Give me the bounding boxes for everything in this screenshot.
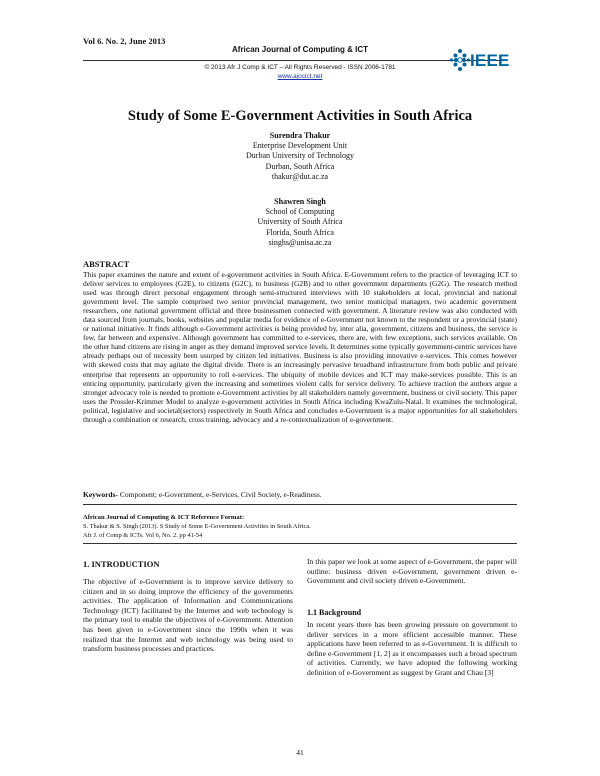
reference-citation: S. Thakur & S. Singh (2013). S Study of Some E-Government Activities in South Africa.: [83, 522, 311, 530]
reference-bottom-rule: [83, 543, 517, 544]
abstract-heading: ABSTRACT: [83, 259, 130, 269]
ieee-logo: [450, 47, 512, 77]
keywords-text: - Component; e-Government, e-Services, Civil Society, e-Readiness.: [115, 490, 322, 499]
author-institution: University of South Africa: [257, 217, 343, 227]
introduction-heading: 1. INTRODUCTION: [83, 559, 160, 569]
journal-name: African Journal of Computing & ICT: [232, 45, 368, 54]
volume-info: Vol 6. No. 2, June 2013: [83, 36, 166, 46]
author-email: singhs@unisa.ac.za: [268, 237, 332, 247]
author-block-1: [0, 131, 600, 182]
abstract-body: This paper examines the nature and extent of e-government activities in South Africa. E-Government refers to the practice of leveraging ICT to deliver services to employees (G2E), to citizens (G2C), to business (G2B) and to other government departments (G2G). The research method used was through direct personal engagement through semi-structured interviews with 10 stakeholders at local, provincial and national government level. The sample comprised two senior provincial management, two senior municipal managers, two academic government researchers, one national government official and three businessmen connected with government. A literature review was also conducted with data sourced from journals, books, websites and popular media for evidence of e-Government not known to the respondent or a provincial (state) or national initiative. It finds although e-Government activities is being provided by, inter alia, government, citizens and business, the service is few, far between and expensive. Although government has committed to e-services, there are, with few exceptions, such services available. On the other hand citizens are rising in anger as they demand improved service levels. It determines some typically government-centric services have already perhaps out of necessity been usurped by citizen led initiatives. Business is also providing innovative e-services. This comes however with skewed costs that may agitate the digital divide. There is an increasingly pervasive broadband infrastructure from both public and private enterprise that represents an opportunity to roll e-services. The ubiquity of mobile devices and ICT may make-services possible. This is an enticing opportunity, particularly given the increasing and sometimes violent calls for service delivery. To achieve traction the authors argue a stronger advocacy role is needed to promote e-Government activities by all stakeholders namely government, business or civil society. This paper uses the Prossler-Krimmer Model to analyze e-government activities in South Africa including KwaZulu-Natal. It examines the technological, political, legislative and societal(sectors) respectively in South Africa and concludes e-Government is a major opportunities for all stakeholders through a combination or research, cross training, advocacy and a re-contextualization of e-government.: [83, 270, 517, 424]
copyright-line: © 2013 Afr J Comp & ICT – All Rights Reserved - ISSN 2006-1781: [204, 64, 396, 71]
ieee-logo-text: IEEE: [470, 51, 510, 70]
author-email: thakur@dut.ac.za: [271, 171, 329, 181]
keywords-line: [83, 490, 322, 499]
reference-top-rule: [83, 504, 517, 505]
background-body: In recent years there has been growing pressure on government to deliver services in a more efficient accessible manner. These applications have been referred to as e-Government. It is difficult to define e-Government [1, 2] as it encompasses such a broad spectrum of activities. Currently, we have adopted the following working definition of e-Government as suggest by Grant and Chau [3]: [307, 620, 517, 677]
paper-title: Study of Some E-Government Activities in South Africa: [127, 108, 473, 124]
author-affiliation: School of Computing: [265, 207, 335, 217]
reference-heading: African Journal of Computing & ICT Reference Format:: [83, 514, 245, 521]
background-heading: 1.1 Background: [307, 608, 362, 617]
author-affiliation: Enterprise Development Unit: [252, 141, 348, 151]
author-location: Florida, South Africa: [266, 227, 334, 237]
reference-format: [83, 514, 311, 540]
reference-source: Afr J. of Comp & ICTs. Vol 6, No. 2. pp 41-54: [83, 531, 203, 539]
author-name: Shawren Singh: [274, 197, 326, 206]
author-name: Surendra Thakur: [269, 131, 331, 140]
author-institution: Durban University of Technology: [246, 151, 354, 161]
page-number: 41: [296, 748, 304, 757]
author-location: Durban, South Africa: [265, 161, 335, 171]
header-rule: [83, 60, 503, 61]
keywords-label: Keywords: [83, 490, 116, 499]
journal-url-link[interactable]: www.ajocict.net: [277, 73, 323, 80]
author-block-2: [0, 197, 600, 248]
introduction-body: The objective of e-Government is to improve service delivery to citizen and in so doing improve the efficiency of the governments activities. The application of Information and Communications Technology (ICT) facilitated by the Internet and web technology is the primary tool to enable the objectives of e-Government. Attention has been given to e-Government since the 1990s when it was realized that the Internet and web technology was being used to transform business processes and practices.: [83, 577, 293, 654]
introduction-continued: In this paper we look at some aspect of e-Government, the paper will outline: business driven e-Government, government driven e-Government and civil society driven e-Government.: [307, 557, 517, 586]
ieee-diamond-icon: [450, 48, 470, 76]
